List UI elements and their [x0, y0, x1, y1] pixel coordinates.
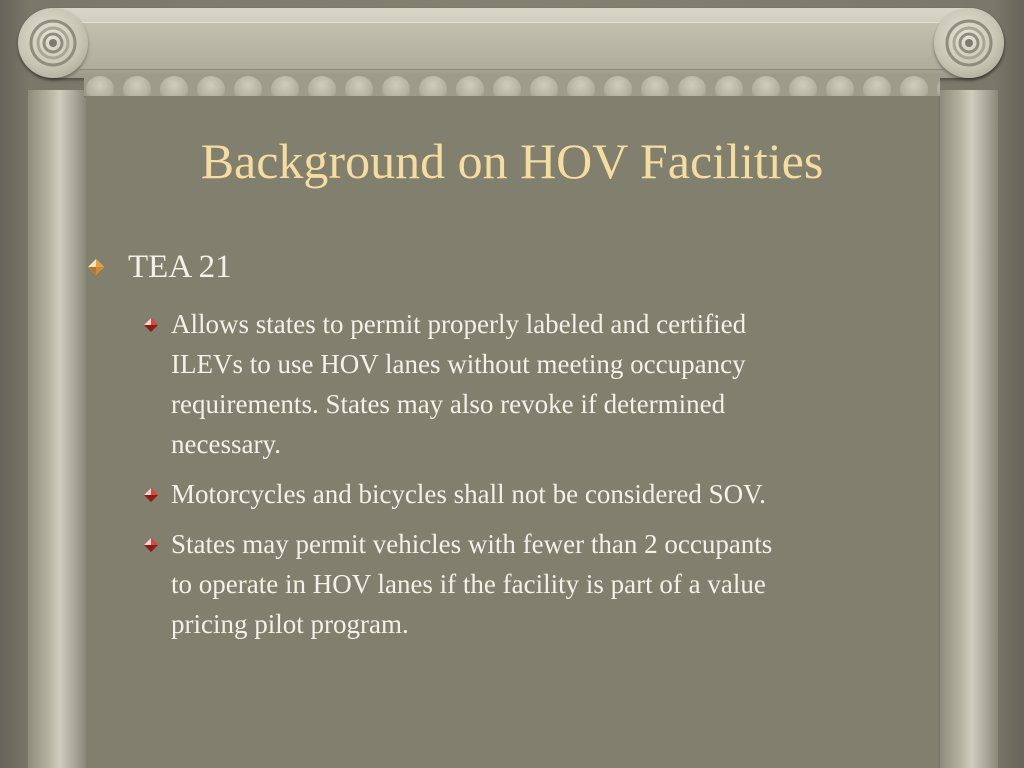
line: States may permit vehicles with fewer than 2 occupants	[171, 529, 773, 559]
molding-egg	[530, 76, 558, 98]
molding-egg	[900, 76, 928, 98]
molding-egg	[234, 76, 262, 98]
line: requirements. States may also revoke if determined	[171, 389, 726, 419]
molding-egg	[382, 76, 410, 98]
line: to operate in HOV lanes if the facility is part of a value	[171, 569, 766, 599]
molding-egg	[419, 76, 447, 98]
column-capital-decoration	[20, 8, 1004, 78]
molding-egg	[160, 76, 188, 98]
line: pricing pilot program.	[171, 609, 409, 639]
molding-egg	[197, 76, 225, 98]
red-diamond-bullet-icon	[144, 538, 158, 552]
right-column-decoration	[940, 90, 998, 768]
line: ILEVs to use HOV lanes without meeting occupancy	[171, 349, 746, 379]
molding-egg	[604, 76, 632, 98]
egg-and-dart-molding	[84, 74, 940, 98]
line: necessary.	[171, 429, 281, 459]
bullet-tea21: TEA 21	[128, 249, 232, 285]
molding-egg	[86, 76, 114, 98]
red-diamond-bullet-icon	[144, 488, 158, 502]
line: Allows states to permit properly labeled and certified	[171, 309, 747, 339]
molding-egg	[493, 76, 521, 98]
scroll-volute-right-icon	[934, 8, 1004, 78]
molding-egg	[789, 76, 817, 98]
diamond-bullet-icon	[88, 259, 104, 275]
molding-egg	[715, 76, 743, 98]
sub-item-ilevs	[171, 304, 941, 464]
molding-egg	[937, 76, 940, 98]
molding-egg	[456, 76, 484, 98]
molding-egg	[345, 76, 373, 98]
molding-egg	[826, 76, 854, 98]
line: Motorcycles and bicycles shall not be considered SOV.	[171, 479, 766, 509]
sub-item-motorcycles	[171, 474, 941, 514]
molding-egg	[567, 76, 595, 98]
molding-egg	[752, 76, 780, 98]
slide-title: Background on HOV Facilities	[200, 133, 824, 189]
molding-egg	[641, 76, 669, 98]
sub-item-value-pricing	[171, 524, 941, 644]
red-diamond-bullet-icon	[144, 318, 158, 332]
molding-egg	[271, 76, 299, 98]
molding-egg	[308, 76, 336, 98]
molding-egg	[678, 76, 706, 98]
molding-egg	[123, 76, 151, 98]
capital-band	[80, 22, 944, 70]
molding-egg	[863, 76, 891, 98]
scroll-volute-left-icon	[18, 8, 88, 78]
left-column-decoration	[28, 90, 86, 768]
